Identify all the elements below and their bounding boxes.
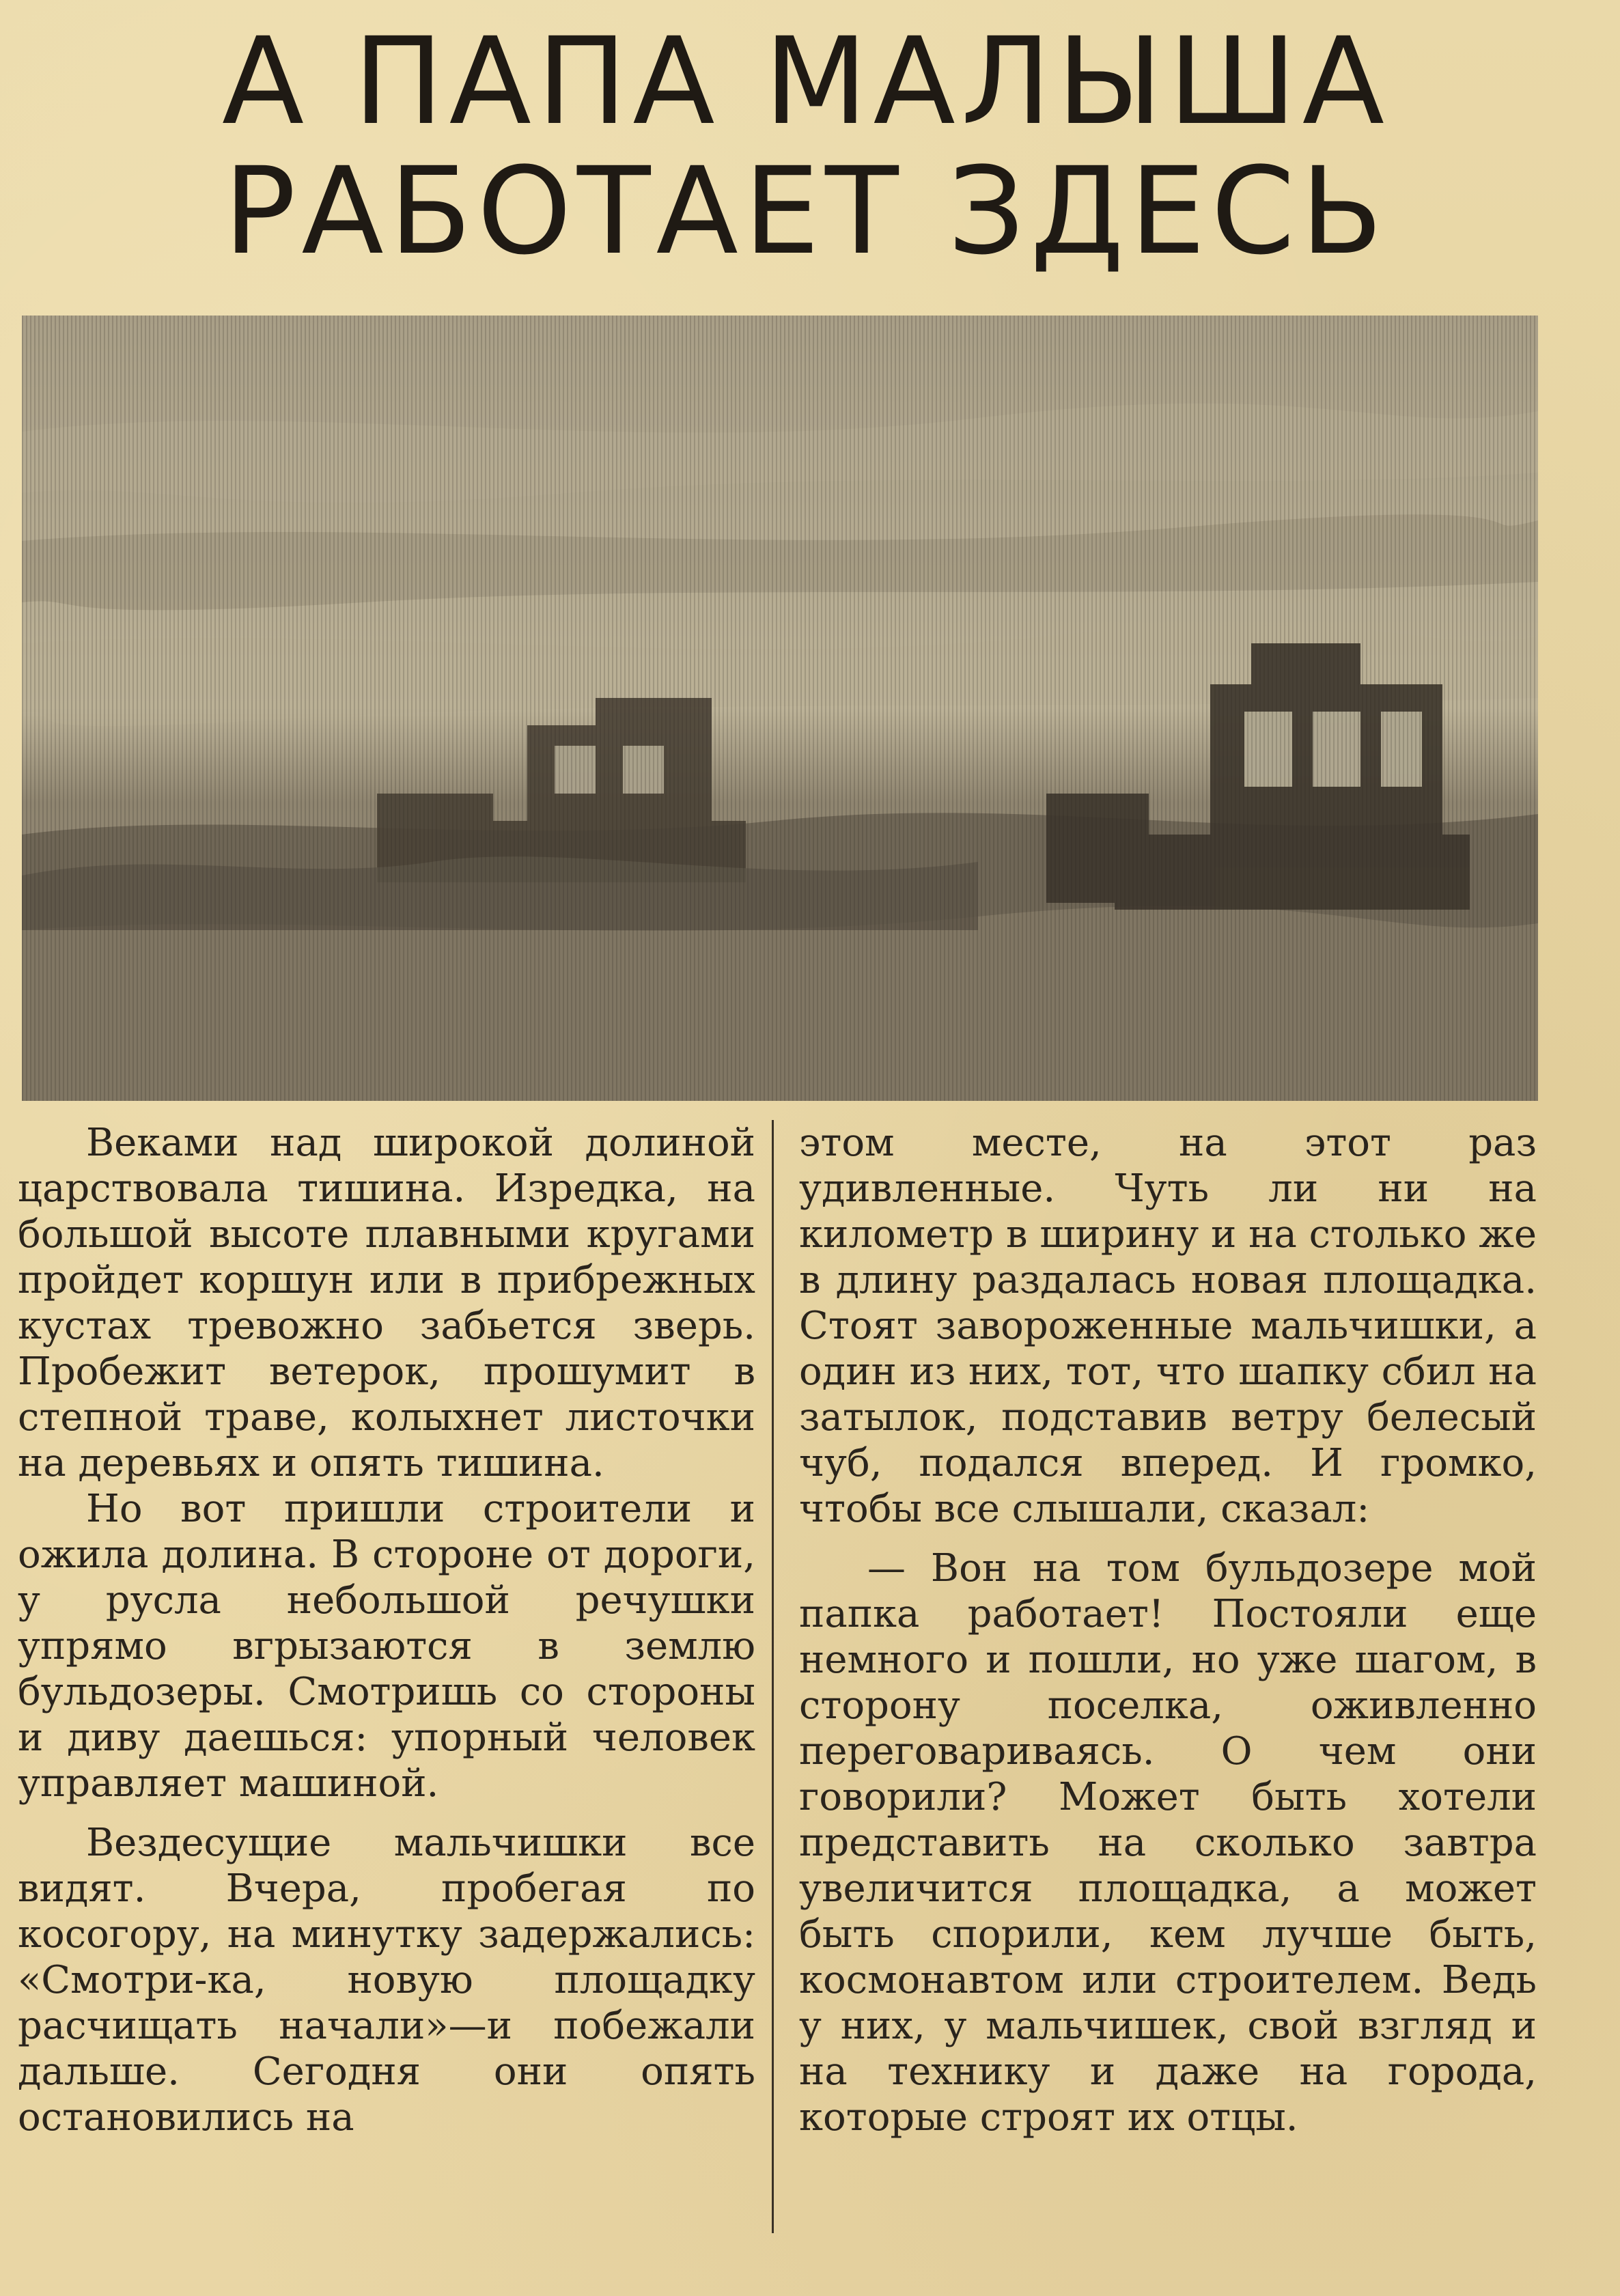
paragraph: Вездесущие мальчишки все видят. Вчера, пробегая по косогору, на минутку задержались: «Смотри-ка, новую площадку расчищать начали»—и побежали дальше. Сегодня они опять остановились на (18, 1821, 755, 2140)
article-column-right (799, 1120, 1537, 2140)
photo-illustration (22, 316, 1538, 1101)
paragraph: Веками над широкой долиной царствовала тишина. Изредка, на большой высоте плавными кругами пройдет коршун или в прибрежных кустах тревожно забьется зверь. Пробежит ветерок, прошумит в степной траве, колыхнет листочки на деревьях и опять тишина. (18, 1121, 755, 1485)
paragraph: — Вон на том бульдозере мой папка работает! Постояли еще немного и пошли, но уже шагом, в сторону поселка, оживленно переговариваясь. О чем они говорили? Может быть хотели представить на сколько завтра увеличится площадка, а может быть спорили, кем лучше быть, космонавтом или строителем. Ведь у них, у мальчишек, свой взгляд и на технику и даже на города, которые строят их отцы. (799, 1546, 1537, 2140)
paragraph: Но вот пришли строители и ожила долина. В стороне от дороги, у русла небольшой речушки упрямо вгрызаются в землю бульдозеры. Смотришь со стороны и диву даешься: упорный человек управляет машиной. (18, 1487, 755, 1806)
column-divider (772, 1120, 774, 2233)
headline-line-2: РАБОТАЕТ ЗДЕСЬ (223, 141, 1388, 281)
paragraph: этом месте, на этот раз удивленные. Чуть ли ни на километр в ширину и на столько же в длину раздалась новая площадка. Стоят завороженные мальчишки, а один из них, тот, что шапку сбил на затылок, подставив ветру белесый чуб, подался вперед. И громко, чтобы все слышали, сказал: (799, 1121, 1537, 1531)
bulldozers-photo (22, 316, 1538, 1101)
headline-line-1: А ПАПА МАЛЫША (221, 12, 1391, 152)
article-column-left (18, 1120, 755, 2140)
